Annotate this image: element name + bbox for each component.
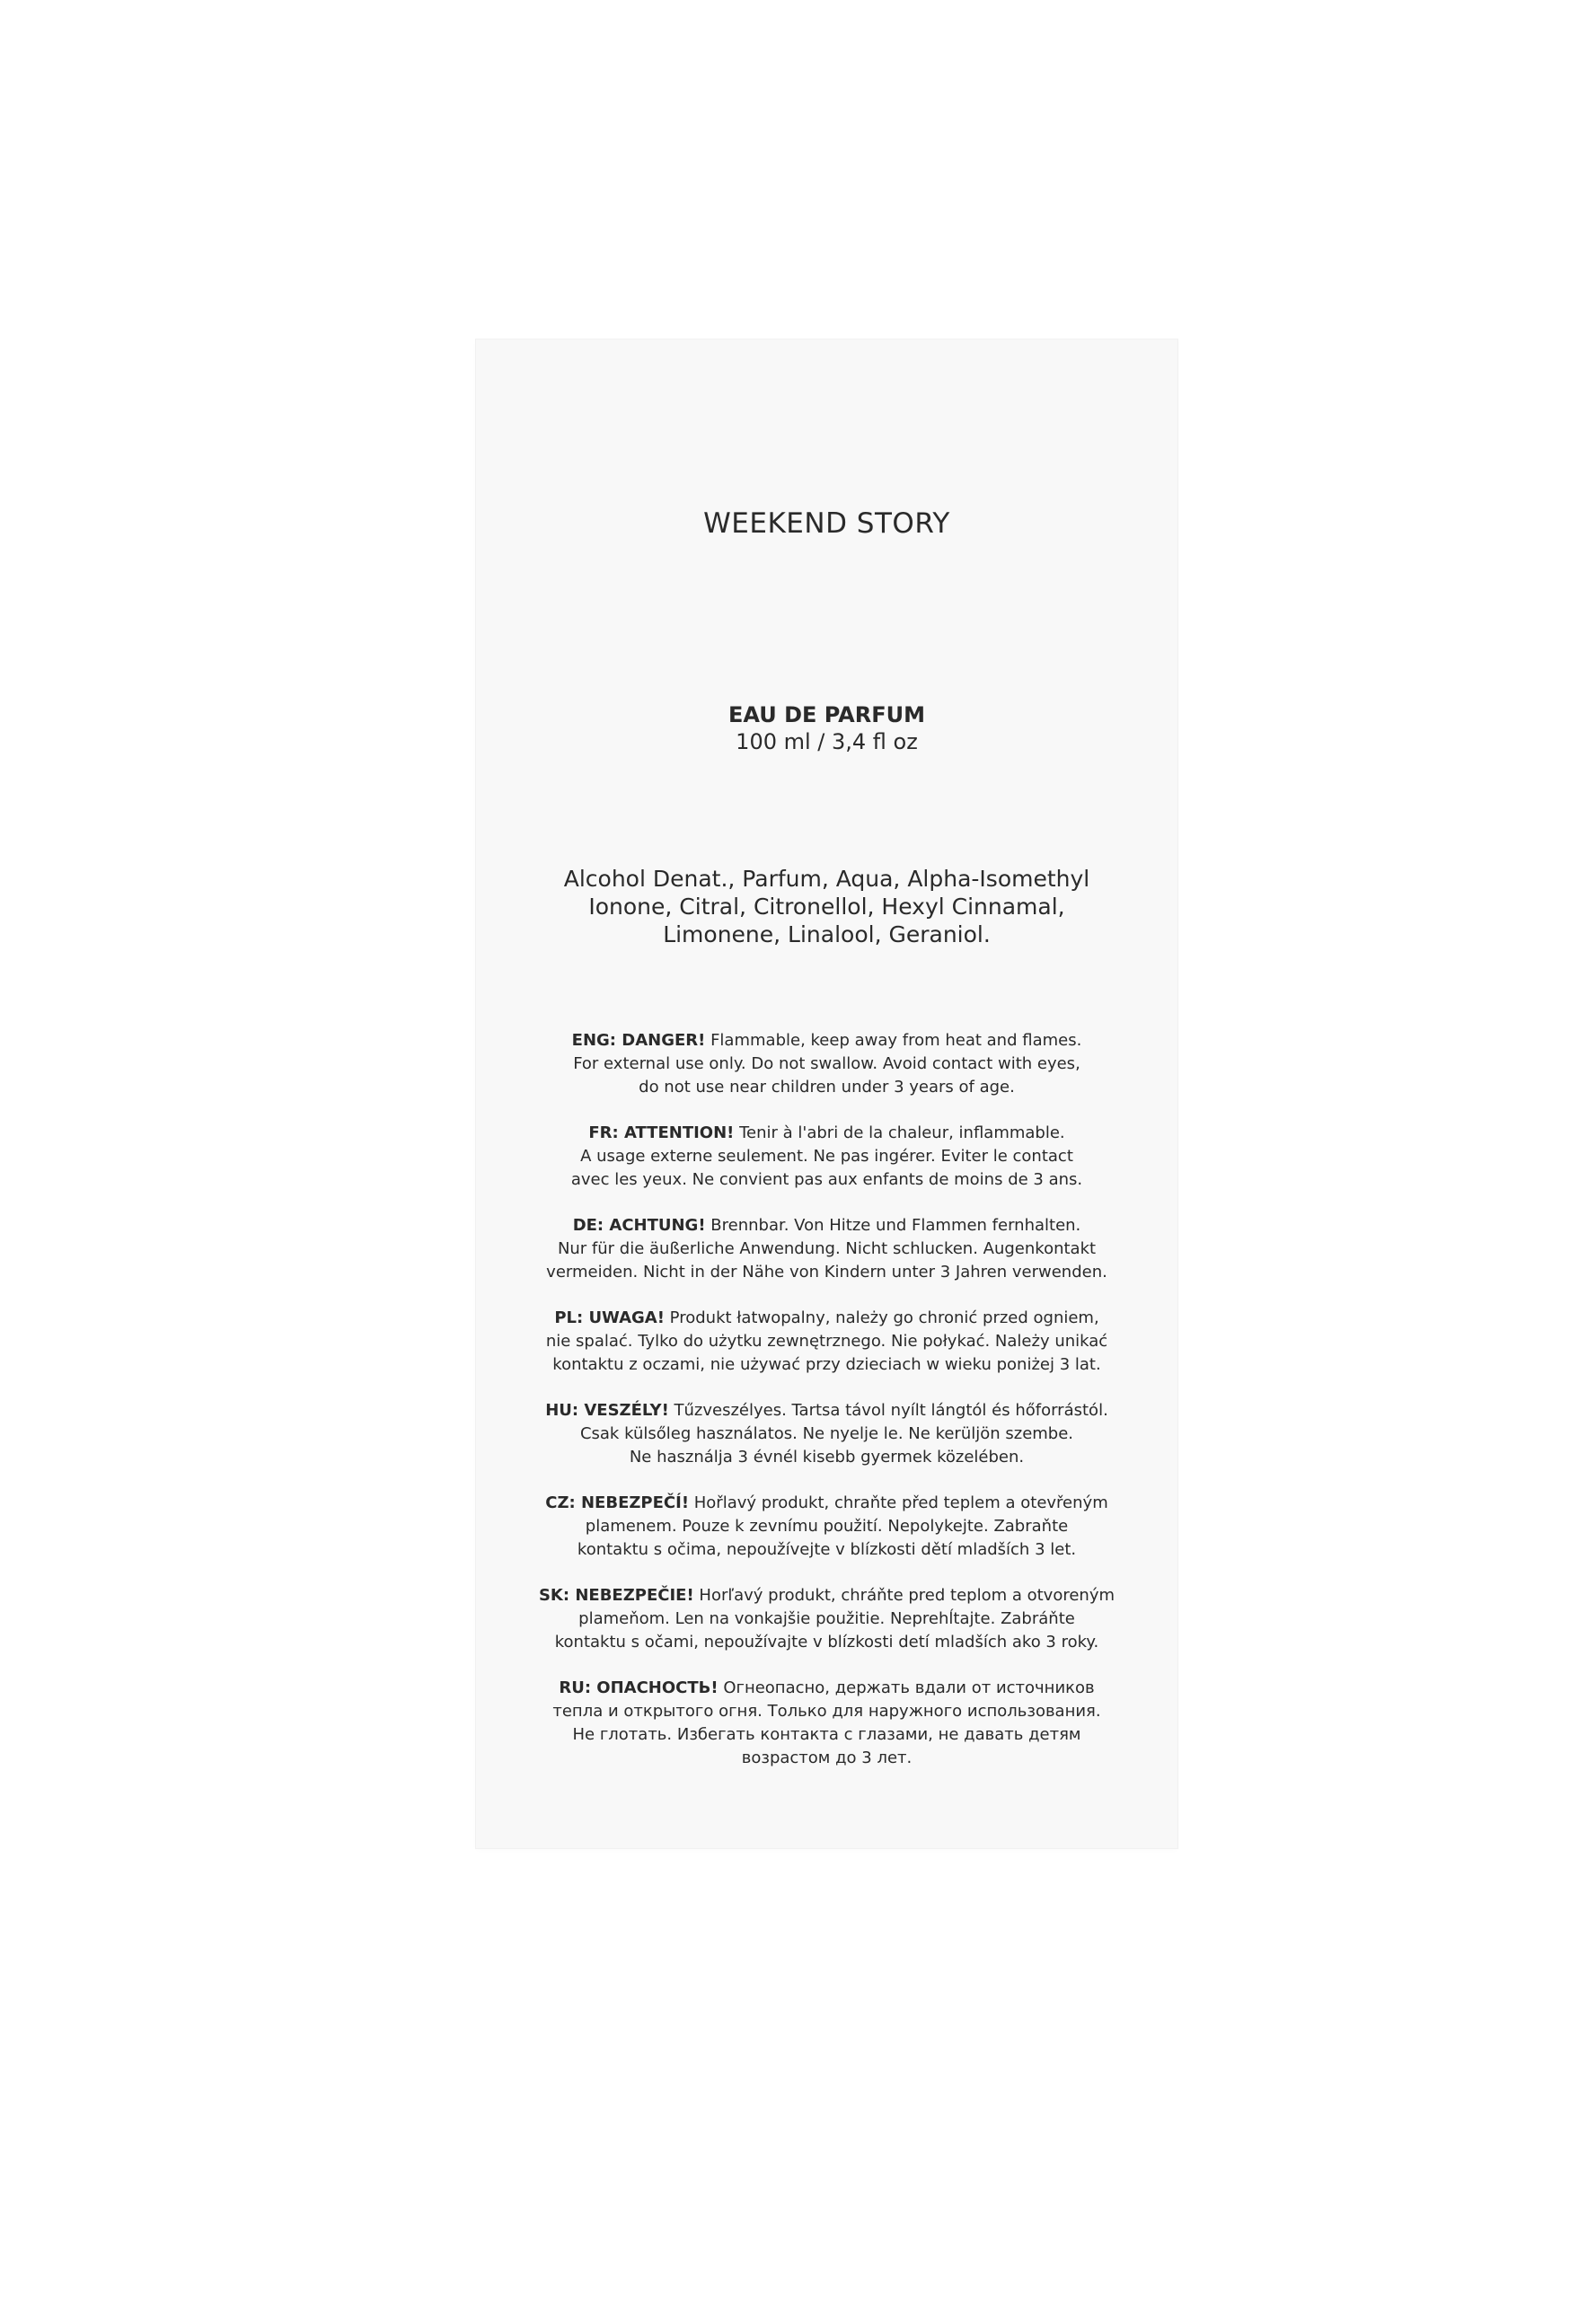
ingredients-line: Ionone, Citral, Citronellol, Hexyl Cinnamal, (588, 894, 1065, 920)
warning-line: nie spalać. Tylko do użytku zewnętrznego. Nie połykać. Należy unikać (545, 1332, 1108, 1351)
product-box (476, 339, 1177, 1848)
warning-label: CZ: NEBEZPEČÍ! (545, 1493, 690, 1512)
warning-line (476, 1122, 1177, 1145)
warning-line: vermeiden. Nicht in der Nähe von Kindern unter 3 Jahren verwenden. (546, 1263, 1107, 1282)
warning-label: HU: VESZÉLY! (545, 1401, 669, 1420)
warning-text: Horľavý produkt, chráňte pred teplom a otvoreným (693, 1586, 1115, 1605)
warning-line: kontaktu s očima, nepoužívejte v blízkosti dětí mladších 3 let. (577, 1540, 1077, 1559)
product-type: EAU DE PARFUM (728, 702, 925, 727)
warning-line: kontaktu z oczami, nie używać przy dzieciach w wieku poniżej 3 lat. (552, 1355, 1101, 1374)
warning-line (476, 1677, 1177, 1700)
warning-line (476, 1584, 1177, 1608)
warning-line: do not use near children under 3 years of age. (639, 1078, 1015, 1097)
ingredients-line: Limonene, Linalool, Geraniol. (663, 921, 991, 947)
warning-de (476, 1214, 1177, 1307)
warning-line (476, 1399, 1177, 1423)
warning-label: ENG: DANGER! (571, 1031, 706, 1050)
warning-text: Flammable, keep away from heat and flames. (705, 1031, 1082, 1050)
warning-line (476, 1029, 1177, 1053)
warning-line: A usage externe seulement. Ne pas ingérer. Eviter le contact (580, 1147, 1073, 1166)
warning-line: Csak külsőleg használatos. Ne nyelje le. Ne kerüljön szembe. (579, 1424, 1074, 1443)
warning-text: Tűzveszélyes. Tartsa távol nyílt lángtól és hőforrástól. (668, 1401, 1108, 1420)
product-name: WEEKEND STORY (703, 507, 950, 540)
warning-label: SK: NEBEZPEČIE! (538, 1586, 694, 1605)
warning-line: возрастом до 3 лет. (741, 1748, 913, 1767)
warning-line: For external use only. Do not swallow. Avoid contact with eyes, (573, 1054, 1080, 1073)
warning-line: plamenem. Pouze k zevnímu použití. Nepolykejte. Zabraňte (585, 1517, 1069, 1536)
warning-line: plameňom. Len na vonkajšie použitie. Neprehĺtajte. Zabráňte (578, 1609, 1075, 1628)
warning-text: Produkt łatwopalny, należy go chronić przed ogniem, (664, 1308, 1099, 1327)
warning-text: Brennbar. Von Hitze und Flammen fernhalten. (705, 1216, 1081, 1235)
warning-text: Hořlavý produkt, chraňte před teplem a otevřeným (689, 1493, 1108, 1512)
warning-line: Не глотать. Избегать контакта с глазами, не давать детям (572, 1725, 1081, 1744)
warning-hu (476, 1399, 1177, 1492)
warning-label: PL: UWAGA! (554, 1308, 665, 1327)
warning-label: RU: ОПАСНОСТЬ! (559, 1678, 719, 1697)
warning-fr (476, 1122, 1177, 1214)
warning-ru (476, 1677, 1177, 1769)
warning-line (476, 1492, 1177, 1515)
warning-line: avec les yeux. Ne convient pas aux enfants de moins de 3 ans. (570, 1170, 1083, 1189)
warning-text: Tenir à l'abri de la chaleur, inflammable. (734, 1123, 1065, 1142)
ingredients-line: Alcohol Denat., Parfum, Aqua, Alpha-Isomethyl (563, 866, 1090, 892)
warning-line (476, 1214, 1177, 1238)
ingredients-list (476, 865, 1177, 948)
product-volume: 100 ml / 3,4 fl oz (736, 729, 918, 754)
warning-line: тепла и открытого огня. Только для наружного использования. (552, 1702, 1101, 1721)
warning-label: FR: ATTENTION! (588, 1123, 735, 1142)
warning-line: Nur für die äußerliche Anwendung. Nicht schlucken. Augenkontakt (557, 1239, 1097, 1258)
warning-pl (476, 1307, 1177, 1399)
warning-eng (476, 1029, 1177, 1122)
warning-label: DE: ACHTUNG! (572, 1216, 706, 1235)
warning-line: Ne használja 3 évnél kisebb gyermek közelében. (629, 1448, 1025, 1467)
warning-sk (476, 1584, 1177, 1677)
safety-warnings (476, 1029, 1177, 1769)
warning-cz (476, 1492, 1177, 1584)
warning-line (476, 1307, 1177, 1330)
warning-text: Огнеопасно, держать вдали от источников (718, 1678, 1095, 1697)
warning-line: kontaktu s očami, nepoužívajte v blízkosti detí mladších ako 3 roky. (554, 1633, 1099, 1652)
